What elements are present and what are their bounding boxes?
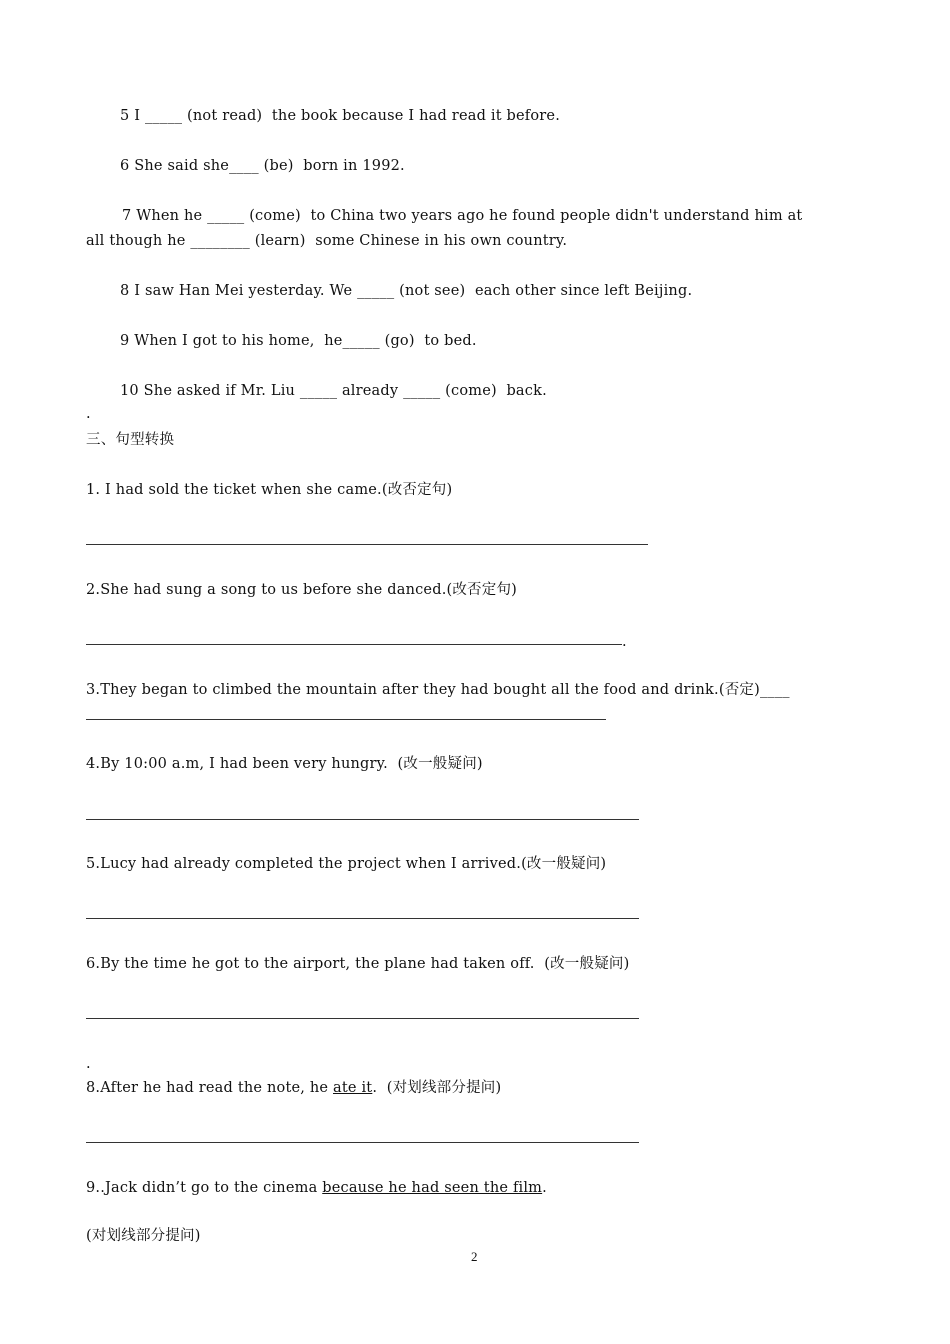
question-9-suffix: . [542,1180,547,1196]
exercise-line-5: 5 I _____ (not read) the book because I had read it before. [120,108,561,124]
answer-line-6 [86,1018,639,1019]
question-8 [86,1078,501,1098]
question-5: 5.Lucy had already completed the project when I arrived.(改一般疑问) [86,856,607,872]
question-8-underlined: ate it [333,1080,373,1096]
question-9-text: 9..Jack didn’t go to the cinema [86,1180,323,1196]
exercise-line-7a: 7 When he _____ (come) to China two years ago he found people didn't understand him at [122,208,803,224]
question-1: 1. I had sold the ticket when she came.(改否定句) [86,482,453,498]
exercise-line-8: 8 I saw Han Mei yesterday. We _____ (not see) each other since left Beijing. [120,283,693,299]
question-8-text: 8.After he had read the note, he [86,1080,333,1096]
stray-dot-2: . [86,1056,91,1072]
question-9-instruction: (对划线部分提问) [86,1228,201,1244]
exercise-line-10: 10 She asked if Mr. Liu _____ already _____ (come) back. [120,383,547,399]
answer-line-4 [86,819,639,820]
answer-line-8 [86,1142,639,1143]
question-3: 3.They began to climbed the mountain after they had bought all the food and drink.(否定)____ [86,682,790,698]
question-8-suffix: . (对划线部分提问) [372,1080,502,1096]
page-number: 2 [471,1249,478,1264]
question-9-underlined: because he had seen the film [322,1180,543,1196]
section-title: 三、句型转换 [86,432,175,448]
question-4: 4.By 10:00 a.m, I had been very hungry. (改一般疑问) [86,756,483,772]
question-2: 2.She had sung a song to us before she danced.(改否定句) [86,582,518,598]
answer-line-5 [86,918,639,919]
question-6: 6.By the time he got to the airport, the plane had taken off. (改一般疑问) [86,956,630,972]
answer-line-1 [86,544,648,545]
answer-line-3 [86,719,606,720]
stray-dot: . [86,406,91,422]
answer-line-2 [86,644,622,645]
question-9 [86,1178,547,1198]
exercise-line-6: 6 She said she____ (be) born in 1992. [120,158,405,174]
exercise-line-9: 9 When I got to his home, he_____ (go) to bed. [120,333,477,349]
answer-line-2-period: . [622,634,627,650]
exercise-line-7b: all though he ________ (learn) some Chinese in his own country. [86,233,568,249]
